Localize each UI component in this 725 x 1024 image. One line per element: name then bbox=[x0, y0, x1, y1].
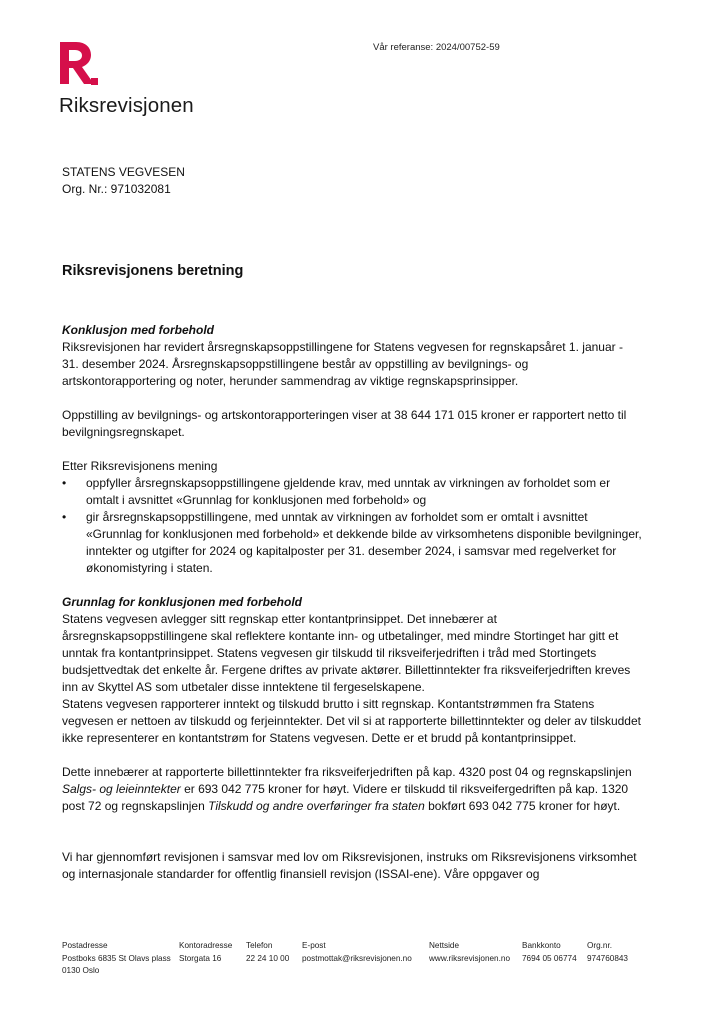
bullet-list bbox=[62, 475, 642, 577]
document-body bbox=[62, 322, 642, 883]
logo-r-icon bbox=[58, 42, 100, 88]
document-title: Riksrevisjonens beretning bbox=[62, 263, 244, 279]
logo-text: Riksrevisjonen bbox=[59, 94, 194, 117]
footer-epost: E-post postmottak@riksrevisjonen.no bbox=[302, 941, 412, 963]
paragraph: Dette innebærer at rapporterte billettinntekter fra riksveiferjedriften på kap. 4320 post 04 og regnskapslinjen Salgs- og leieinntekter er 693 042 775 kroner for høyt. Videre er tilskudd til riksveifergedriften på kap. 1320 post 72 og regnskapslinjen Tilskudd og andre overføringer fra staten bokført 693 042 775 kroner for høyt. bbox=[62, 765, 632, 813]
recipient-org-nr: Org. Nr.: 971032081 bbox=[62, 182, 171, 196]
bullet-icon: • bbox=[62, 476, 67, 490]
recipient-block bbox=[62, 164, 185, 198]
paragraph: Oppstilling av bevilgnings- og artskontorapporteringen viser at 38 644 171 015 kroner er rapportert netto til bevilgningsregnskapet. bbox=[62, 408, 627, 439]
footer-postadresse: Postadresse Postboks 6835 St Olavs plass 0130 Oslo bbox=[62, 941, 171, 975]
footer-telefon: Telefon 22 24 10 00 bbox=[246, 941, 290, 963]
recipient-name: STATENS VEGVESEN bbox=[62, 165, 185, 179]
section-heading-basis: Grunnlag for konklusjonen med forbehold bbox=[62, 595, 303, 609]
list-item: • oppfyller årsregnskapsoppstillingene gjeldende krav, med unntak av virkningen av forholdet som er omtalt i avsnittet «Grunnlag for konklusjonen med forbehold» og bbox=[62, 476, 611, 507]
reference-number: Vår referanse: 2024/00752-59 bbox=[373, 42, 500, 53]
footer-bankkonto: Bankkonto 7694 05 06774 bbox=[522, 941, 577, 963]
paragraph: Statens vegvesen avlegger sitt regnskap etter kontantprinsippet. Det innebærer at årsregnskapsoppstillingene skal reflektere kontante inn- og utbetalinger, med mindre Stortinget har gitt et unntak fra kontantprinsippet. Statens vegvesen gir tilskudd til riksveiferjedriften i tråd med Stortingets budsjettvedtak det enkelte år. Fergene driftes av private aktører. Billettinntekter fra riksveiferjedriften kreves inn av Skyttel AS som utbetaler disse inntektene til fergeselskapene. bbox=[62, 612, 631, 694]
paragraph: Statens vegvesen rapporterer inntekt og tilskudd brutto i sitt regnskap. Kontantstrømmen fra Statens vegvesen er nettoen av tilskudd og ferjeinntekter. Det vil si at rapporterte billettinntekter og deler av tilskuddet ikke representerer en kontantstrøm for Statens vegvesen. Dette er et brudd på kontantprinsippet. bbox=[62, 697, 641, 745]
riksrevisjonen-logo-mark bbox=[58, 42, 100, 88]
paragraph: Riksrevisjonen har revidert årsregnskapsoppstillingene for Statens vegvesen for regnskapsåret 1. januar - 31. desember 2024. Årsregnskapsoppstillingene består av oppstilling av bevilgnings- og artskontorapportering og noter, herunder sammendrag av viktige regnskapsprinsipper. bbox=[62, 340, 623, 388]
paragraph: Vi har gjennomført revisjonen i samsvar med lov om Riksrevisjonen, instruks om Riksrevisjonens virksomhet og internasjonale standarder for offentlig finansiell revisjon (ISSAI-ene). Våre oppgaver og bbox=[62, 850, 637, 881]
footer-nettside: Nettside www.riksrevisjonen.no bbox=[429, 941, 510, 963]
footer-orgnr: Org.nr. 974760843 bbox=[587, 941, 628, 963]
bullet-icon: • bbox=[62, 510, 67, 524]
footer-kontoradresse: Kontoradresse Storgata 16 bbox=[179, 941, 233, 963]
section-heading-conclusion: Konklusjon med forbehold bbox=[62, 323, 214, 337]
paragraph: Etter Riksrevisjonens mening bbox=[62, 459, 218, 473]
list-item: • gir årsregnskapsoppstillingene, med unntak av virkningen av forholdet som er omtalt i avsnittet «Grunnlag for konklusjonen med forbehold» et dekkende bilde av virksomhetens disponible bevilgninger, inntekter og utgifter for 2024 og kapitalposter per 31. desember 2024, i samsvar med regelverket for økonomistyring i staten. bbox=[62, 510, 642, 575]
